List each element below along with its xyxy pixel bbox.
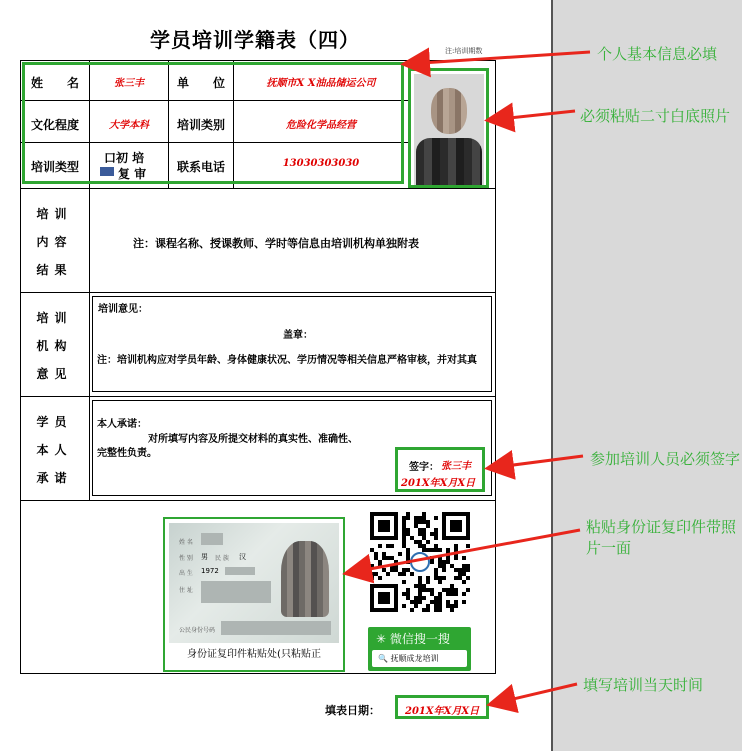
wechat-search-text: 抚顺成龙培训: [390, 654, 439, 663]
id-label-addr: 住 址: [179, 587, 193, 594]
phone-value: 13030303030: [282, 158, 360, 169]
period-note: 注:培训期数: [445, 47, 483, 55]
education-value: 大学本科: [109, 120, 149, 131]
wechat-label: ✳ 微信搜一搜: [376, 632, 450, 646]
category-label: 培训类别: [176, 118, 225, 132]
id-value-ethnic: 汉: [239, 553, 246, 561]
fill-date-label: 填表日期：: [325, 704, 380, 717]
name-value: 张三丰: [114, 78, 144, 89]
id-card-caption: 身份证复印件粘贴处(只粘贴正: [187, 649, 321, 660]
annotation-basic-info: 个人基本信息必填: [597, 45, 718, 63]
sign-name: 张三丰: [441, 461, 471, 472]
pledge-title: 本人承诺：: [97, 419, 147, 430]
arrow-id-copy: [348, 530, 580, 573]
pledge-text-2: 完整性负责。: [97, 448, 157, 459]
type-initial-option[interactable]: 口初 培: [104, 151, 145, 165]
id-value-birth: 1972: [201, 567, 219, 575]
id-value-sex: 男: [201, 553, 208, 561]
type-review-option[interactable]: 复 审: [118, 167, 147, 181]
id-label-sex: 性 别: [179, 555, 193, 562]
form-title: 学员培训学籍表（四）: [150, 28, 360, 52]
category-value: 危险化学品经营: [286, 120, 356, 131]
education-label: 文化程度: [30, 118, 79, 132]
content-label: 培训内容结果: [36, 207, 73, 277]
sign-label: 签字：: [409, 462, 439, 473]
name-label: 姓 名: [30, 76, 79, 90]
search-icon: 🔍: [378, 654, 388, 663]
id-label-ethnic: 民 族: [215, 555, 229, 562]
sign-date: 201X年X月X日: [401, 478, 476, 489]
institution-note: 注：培训机构应对学员年龄、身体健康状况、学历情况等相关信息严格审核，并对其真: [97, 355, 477, 366]
institution-seal: 盖章：: [283, 330, 313, 341]
phone-label: 联系电话: [176, 160, 225, 174]
arrow-basic-info: [406, 52, 590, 64]
content-note: 注：课程名称、授课教师、学时等信息由培训机构单独附表: [133, 237, 419, 250]
institution-opinion: 培训意见：: [98, 304, 148, 315]
arrow-date: [492, 684, 577, 704]
annotation-photo: 必须粘贴二寸白底照片: [580, 107, 731, 125]
fill-date-value: 201X年X月X日: [405, 706, 480, 717]
unit-label: 单 位: [176, 76, 225, 90]
type-label: 培训类型: [30, 160, 79, 174]
unit-value: 抚顺市X X油品储运公司: [266, 78, 376, 89]
id-label-name: 姓 名: [179, 539, 193, 546]
annotation-sign: 参加培训人员必须签字: [590, 450, 741, 468]
annotation-date: 填写培训当天时间: [583, 676, 704, 694]
id-label-birth: 出 生: [179, 570, 193, 577]
arrow-sign: [490, 456, 583, 468]
arrow-photo: [490, 111, 575, 120]
id-label-number: 公民身份号码: [179, 627, 216, 634]
pledge-text-1: 对所填写内容及所提交材料的真实性、准确性、: [148, 434, 358, 445]
pledge-label: 学员本人承诺: [36, 415, 73, 485]
institution-label: 培训机构意见: [36, 311, 73, 381]
annotation-id-copy: 粘贴身份证复印件带照片一面: [586, 518, 737, 557]
